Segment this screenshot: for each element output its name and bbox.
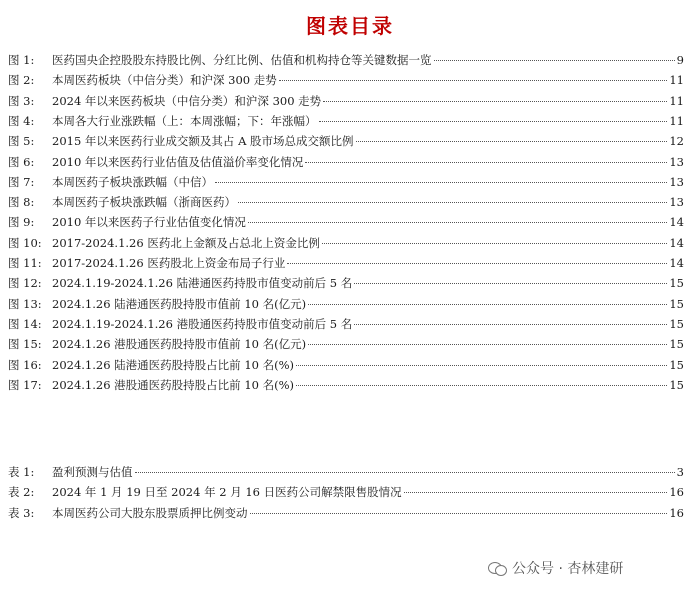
figure-toc-entry[interactable]	[8, 113, 684, 133]
entry-label: 图 13:	[8, 296, 42, 311]
entry-label: 图 4:	[8, 113, 35, 128]
figure-toc-entry[interactable]	[8, 72, 684, 92]
dot-leader	[323, 101, 667, 102]
entry-label: 图 15:	[8, 337, 42, 352]
entry-title: 本周医药公司大股东股票质押比例变动	[52, 505, 248, 520]
page-number: 15	[669, 276, 684, 291]
entry-title: 本周医药板块（中信分类）和沪深 300 走势	[52, 73, 277, 88]
dot-leader	[305, 162, 667, 163]
dot-leader	[404, 492, 668, 493]
figure-toc-entry[interactable]	[8, 214, 684, 234]
figure-toc-entry[interactable]	[8, 275, 684, 295]
page-number: 14	[669, 256, 684, 270]
figure-toc-entry[interactable]	[8, 255, 684, 275]
entry-title: 2024 年 1 月 19 日至 2024 年 2 月 16 日医药公司解禁限售股情况	[52, 485, 402, 500]
dot-leader	[287, 263, 667, 264]
table-toc-entry[interactable]	[8, 484, 684, 504]
entry-label: 图 7:	[8, 174, 35, 189]
dot-leader	[319, 121, 668, 122]
page-number: 13	[669, 174, 684, 189]
entry-title: 盈利预测与估值	[52, 465, 133, 479]
figure-toc-entry[interactable]	[8, 316, 684, 336]
page-number: 15	[669, 316, 684, 331]
page-number: 15	[669, 337, 684, 352]
entry-label: 图 17:	[8, 377, 42, 392]
entry-title: 2024.1.26 港股通医药股持股市值前 10 名(亿元)	[52, 337, 307, 352]
entry-label: 图 16:	[8, 357, 42, 372]
entry-title: 本周医药子板块涨跌幅（中信）	[52, 174, 213, 189]
figure-toc-entry[interactable]	[8, 154, 684, 174]
dot-leader	[135, 472, 675, 473]
entry-title: 2010 年以来医药子行业估值变化情况	[52, 215, 246, 230]
entry-label: 图 14:	[8, 316, 42, 331]
entry-label: 图 6:	[8, 154, 35, 169]
entry-label: 图 8:	[8, 195, 35, 210]
dot-leader	[308, 304, 667, 305]
entry-title: 本周各大行业涨跌幅（上：本周涨幅；下：年涨幅）	[52, 113, 317, 128]
figure-toc-entry[interactable]	[8, 357, 684, 377]
entry-label: 表 1:	[8, 465, 35, 479]
page-number: 13	[669, 195, 684, 210]
dot-leader	[354, 283, 667, 284]
figure-toc-entry[interactable]	[8, 377, 684, 397]
entry-title: 2024.1.26 陆港通医药股持股市值前 10 名(亿元)	[52, 296, 307, 311]
page-number: 14	[669, 215, 684, 230]
dot-leader	[279, 80, 668, 81]
wechat-icon	[488, 560, 506, 576]
page-number: 11	[669, 73, 684, 88]
entry-title: 2024.1.19-2024.1.26 港股通医药持股市值变动前后 5 名	[52, 316, 353, 331]
page-number: 12	[669, 134, 684, 149]
page-number: 3	[676, 465, 684, 479]
page-number: 14	[669, 235, 684, 250]
entry-title: 医药国央企控股股东持股比例、分红比例、估值和机构持仓等关键数据一览	[52, 53, 432, 67]
figure-toc-entry[interactable]	[8, 336, 684, 356]
page-number: 11	[669, 93, 684, 108]
entry-title: 2017-2024.1.26 医药北上金额及占总北上资金比例	[52, 235, 320, 250]
entry-label: 表 3:	[8, 505, 35, 520]
entry-title: 2010 年以来医药行业估值及估值溢价率变化情况	[52, 154, 304, 169]
page-number: 15	[669, 377, 684, 392]
entry-title: 2017-2024.1.26 医药股北上资金布局子行业	[52, 256, 286, 270]
dot-leader	[238, 202, 667, 203]
page-title: 图表目录	[306, 14, 394, 38]
page-number: 16	[669, 485, 684, 500]
figure-toc-entry[interactable]	[8, 235, 684, 255]
dot-leader	[250, 513, 668, 514]
entry-label: 图 5:	[8, 134, 35, 149]
page-number: 16	[669, 505, 684, 520]
figure-toc-entry[interactable]	[8, 52, 684, 72]
entry-label: 图 1:	[8, 53, 35, 67]
dot-leader	[322, 243, 668, 244]
page-number: 15	[669, 357, 684, 372]
figure-toc-entry[interactable]	[8, 93, 684, 113]
dot-leader	[248, 222, 667, 223]
page-number: 9	[676, 53, 684, 67]
entry-title: 2024.1.26 陆港通医药股持股占比前 10 名(%)	[52, 357, 295, 372]
figure-toc-entry[interactable]	[8, 174, 684, 194]
entry-label: 表 2:	[8, 485, 35, 500]
entry-label: 图 11:	[8, 256, 42, 270]
entry-title: 2015 年以来医药行业成交额及其占 A 股市场总成交额比例	[52, 134, 354, 149]
figure-toc-entry[interactable]	[8, 133, 684, 153]
dot-leader	[308, 344, 667, 345]
entry-label: 图 3:	[8, 93, 35, 108]
dot-leader	[434, 60, 675, 61]
figure-toc-entry[interactable]	[8, 194, 684, 214]
dot-leader	[296, 365, 667, 366]
watermark-text: 公众号 · 杏林建研	[512, 561, 624, 577]
entry-title: 2024.1.19-2024.1.26 陆港通医药持股市值变动前后 5 名	[52, 276, 353, 291]
dot-leader	[356, 141, 668, 142]
dot-leader	[215, 182, 667, 183]
entry-label: 图 2:	[8, 73, 35, 88]
table-toc-entry[interactable]	[8, 505, 684, 525]
table-toc-entry[interactable]	[8, 464, 684, 484]
figure-toc-entry[interactable]	[8, 296, 684, 316]
entry-title: 2024.1.26 港股通医药股持股占比前 10 名(%)	[52, 377, 295, 392]
page-number: 11	[669, 113, 684, 128]
entry-title: 本周医药子板块涨跌幅（浙商医药）	[52, 195, 236, 210]
entry-label: 图 12:	[8, 276, 42, 291]
entry-label: 图 10:	[8, 235, 42, 250]
dot-leader	[354, 324, 667, 325]
entry-title: 2024 年以来医药板块（中信分类）和沪深 300 走势	[52, 93, 322, 108]
page-number: 13	[669, 154, 684, 169]
dot-leader	[296, 385, 667, 386]
page-number: 15	[669, 296, 684, 311]
entry-label: 图 9:	[8, 215, 35, 230]
watermark	[488, 558, 623, 578]
